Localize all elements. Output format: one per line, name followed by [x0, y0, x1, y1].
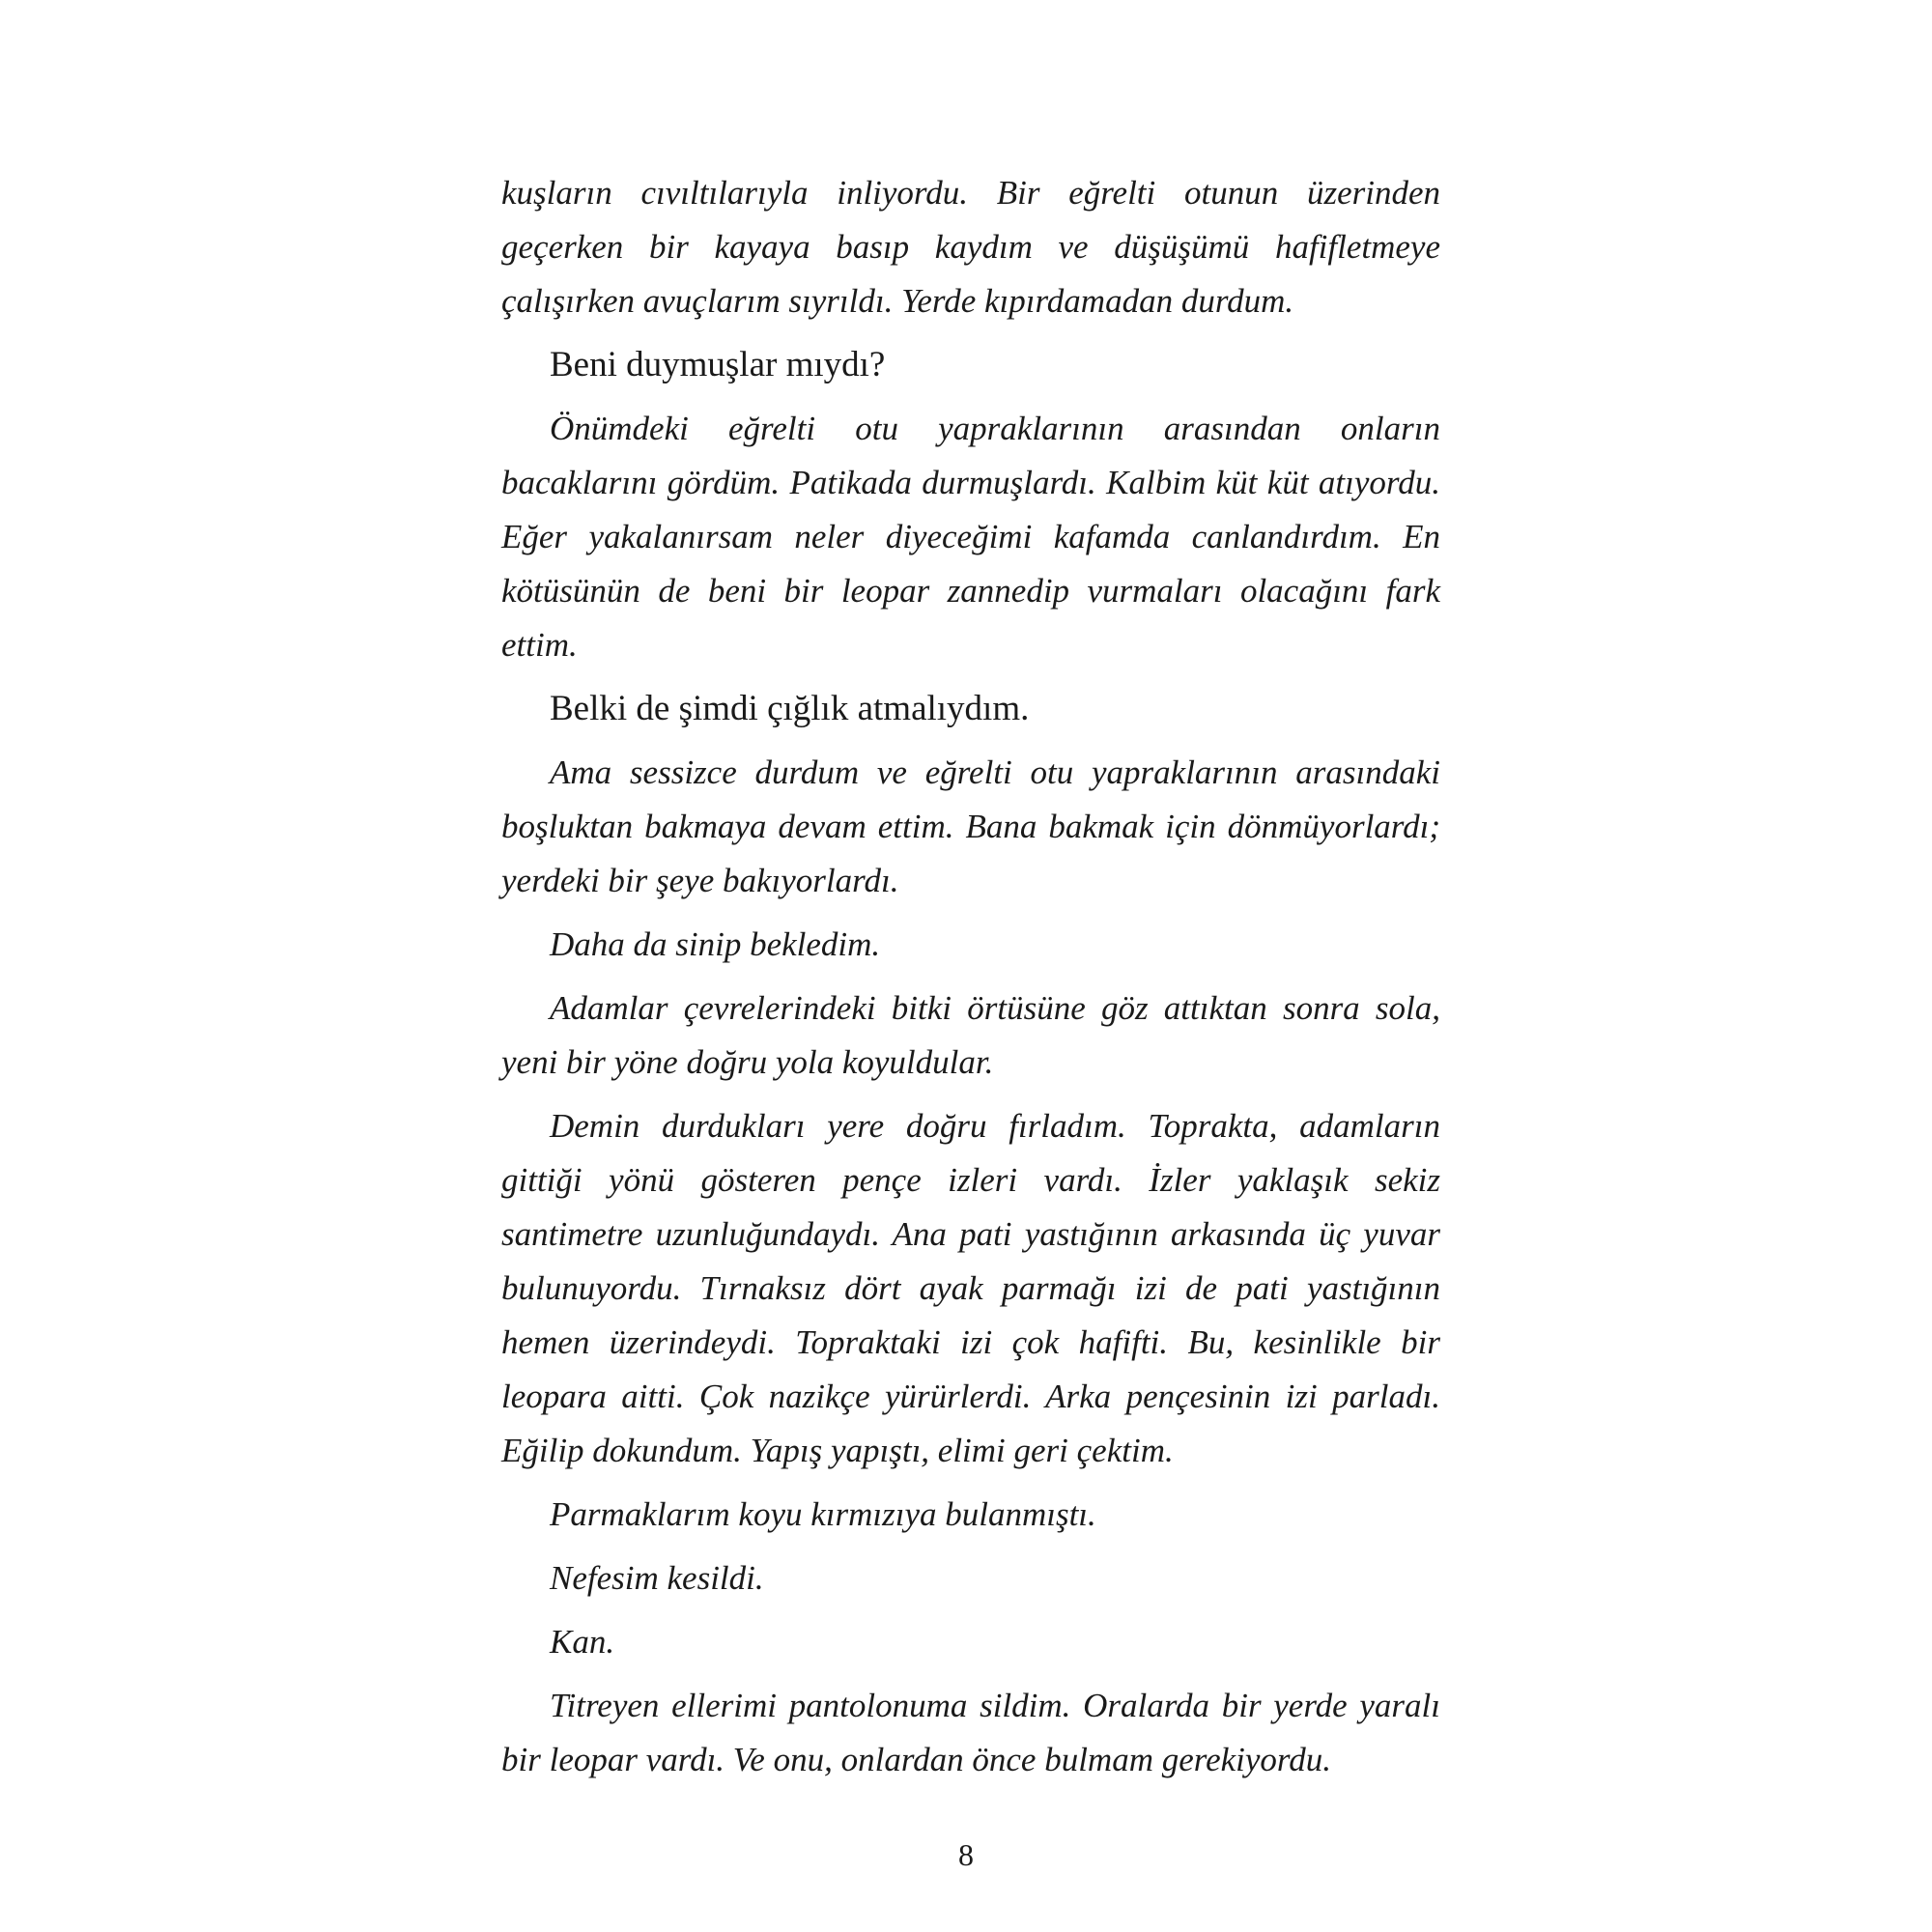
paragraph-6: Daha da sinip bekledim.: [550, 925, 881, 963]
paragraph-2: Beni duymuşlar mıydı?: [550, 345, 886, 384]
paragraph-10: Nefesim kesildi.: [550, 1559, 764, 1597]
paragraph-9: Parmaklarım koyu kırmızıya bulanmıştı.: [550, 1495, 1096, 1533]
page-number: 8: [958, 1837, 974, 1872]
paragraph-12: Titreyen ellerimi pantolonuma sildim. Oralarda bir yerde yaralı bir leopar vardı. Ve onu, onlardan önce bulmam gerekiyordu.: [501, 1687, 1440, 1778]
paragraph-3: Önümdeki eğrelti otu yapraklarının arasından onların bacaklarını gördüm. Patikada durmuşlardı. Kalbim küt küt atıyordu. Eğer yakalanırsam neler diyeceğimi kafamda canlandırdım. En kötüsünün de beni bir leopar zannedip vurmaları olacağını fark ettim.: [501, 410, 1440, 664]
paragraph-5: Ama sessizce durdum ve eğrelti otu yapraklarının arasındaki boşluktan bakmaya devam ettim. Bana bakmak için dönmüyorlardı; yerdeki bir şeye bakıyorlardı.: [501, 753, 1440, 899]
paragraph-8: Demin durdukları yere doğru fırladım. Toprakta, adamların gittiği yönü gösteren pençe izleri vardı. İzler yaklaşık sekiz santimetre uzunluğundaydı. Ana pati yastığının arkasında üç yuvar bulunuyordu. Tırnaksız dört ayak parmağı izi de pati yastığının hemen üzerindeydi. Topraktaki izi çok hafifti. Bu, kesinlikle bir leopara aitti. Çok nazikçe yürürlerdi. Arka pençesinin izi parladı. Eğilip dokundum. Yapış yapıştı, elimi geri çektim.: [501, 1107, 1440, 1469]
paragraph-7: Adamlar çevrelerindeki bitki örtüsüne göz attıktan sonra sola, yeni bir yöne doğru yola koyuldular.: [501, 989, 1440, 1081]
paragraph-4: Belki de şimdi çığlık atmalıydım.: [550, 689, 1030, 728]
paragraph-11: Kan.: [550, 1623, 615, 1661]
paragraph-1: kuşların cıvıltılarıyla inliyordu. Bir eğrelti otunun üzerinden geçerken bir kayaya basıp kaydım ve düşüşümü hafifletmeye çalışırken avuçlarım sıyrıldı. Yerde kıpırdamadan durdum.: [501, 174, 1440, 320]
text-block: [501, 166, 1440, 1797]
